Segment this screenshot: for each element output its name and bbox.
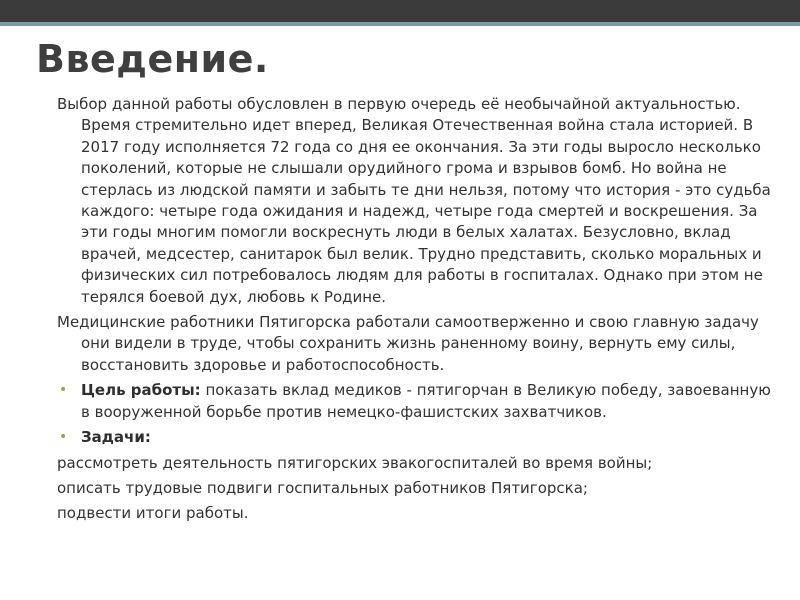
top-bar-accent-stripe bbox=[0, 22, 800, 26]
task-item: рассмотреть деятельность пятигорских эвакогоспиталей во время войны; bbox=[57, 453, 653, 472]
slide-content bbox=[57, 94, 779, 525]
bullet-icon: • bbox=[59, 429, 68, 446]
goal-text: показать вклад медиков - пятигорчан в Великую победу, завоеванную в вооруженной борьбе против немецко-фашистских захватчиков. bbox=[81, 381, 771, 421]
tasks-label: Задачи: bbox=[81, 428, 151, 447]
task-item: описать трудовые подвиги госпитальных работников Пятигорска; bbox=[57, 478, 588, 497]
top-bar bbox=[0, 0, 800, 22]
intro-paragraph: Выбор данной работы обусловлен в первую очередь её необычайной актуальностью. Время стремительно идет вперед, Великая Отечественная война стала историей. В 2017 году исполняется 72 года со дня ее окончания. За эти годы выросло несколько поколений, которые не слышали орудийного грома и взрывов бомб. Но война не стерлась из людской памяти и забыть те дни нельзя, потому что история - это судьба каждого: четыре года ожидания и надежд, четыре года смертей и воскрешения. За эти годы многим помогли воскреснуть люди в белых халатах. Безусловно, вклад врачей, медсестер, санитарок был велик. Трудно представить, сколько моральных и физических сил потребовалось людям для работы в госпиталах. Однако при этом не терялся боевой дух, любовь к Родине. bbox=[57, 95, 771, 306]
bullet-icon: • bbox=[59, 382, 68, 399]
goal-bullet-item bbox=[57, 380, 779, 423]
slide-title: Введение. bbox=[36, 37, 269, 81]
goal-label: Цель работы: bbox=[81, 381, 201, 400]
tasks-bullet-item bbox=[57, 427, 779, 448]
medical-workers-paragraph: Медицинские работники Пятигорска работали самоотверженно и свою главную задачу они видели в труде, чтобы сохранить жизнь раненному воину, вернуть ему силы, восстановить здоровье и работоспособность. bbox=[57, 313, 759, 374]
task-item: подвести итоги работы. bbox=[57, 504, 249, 523]
